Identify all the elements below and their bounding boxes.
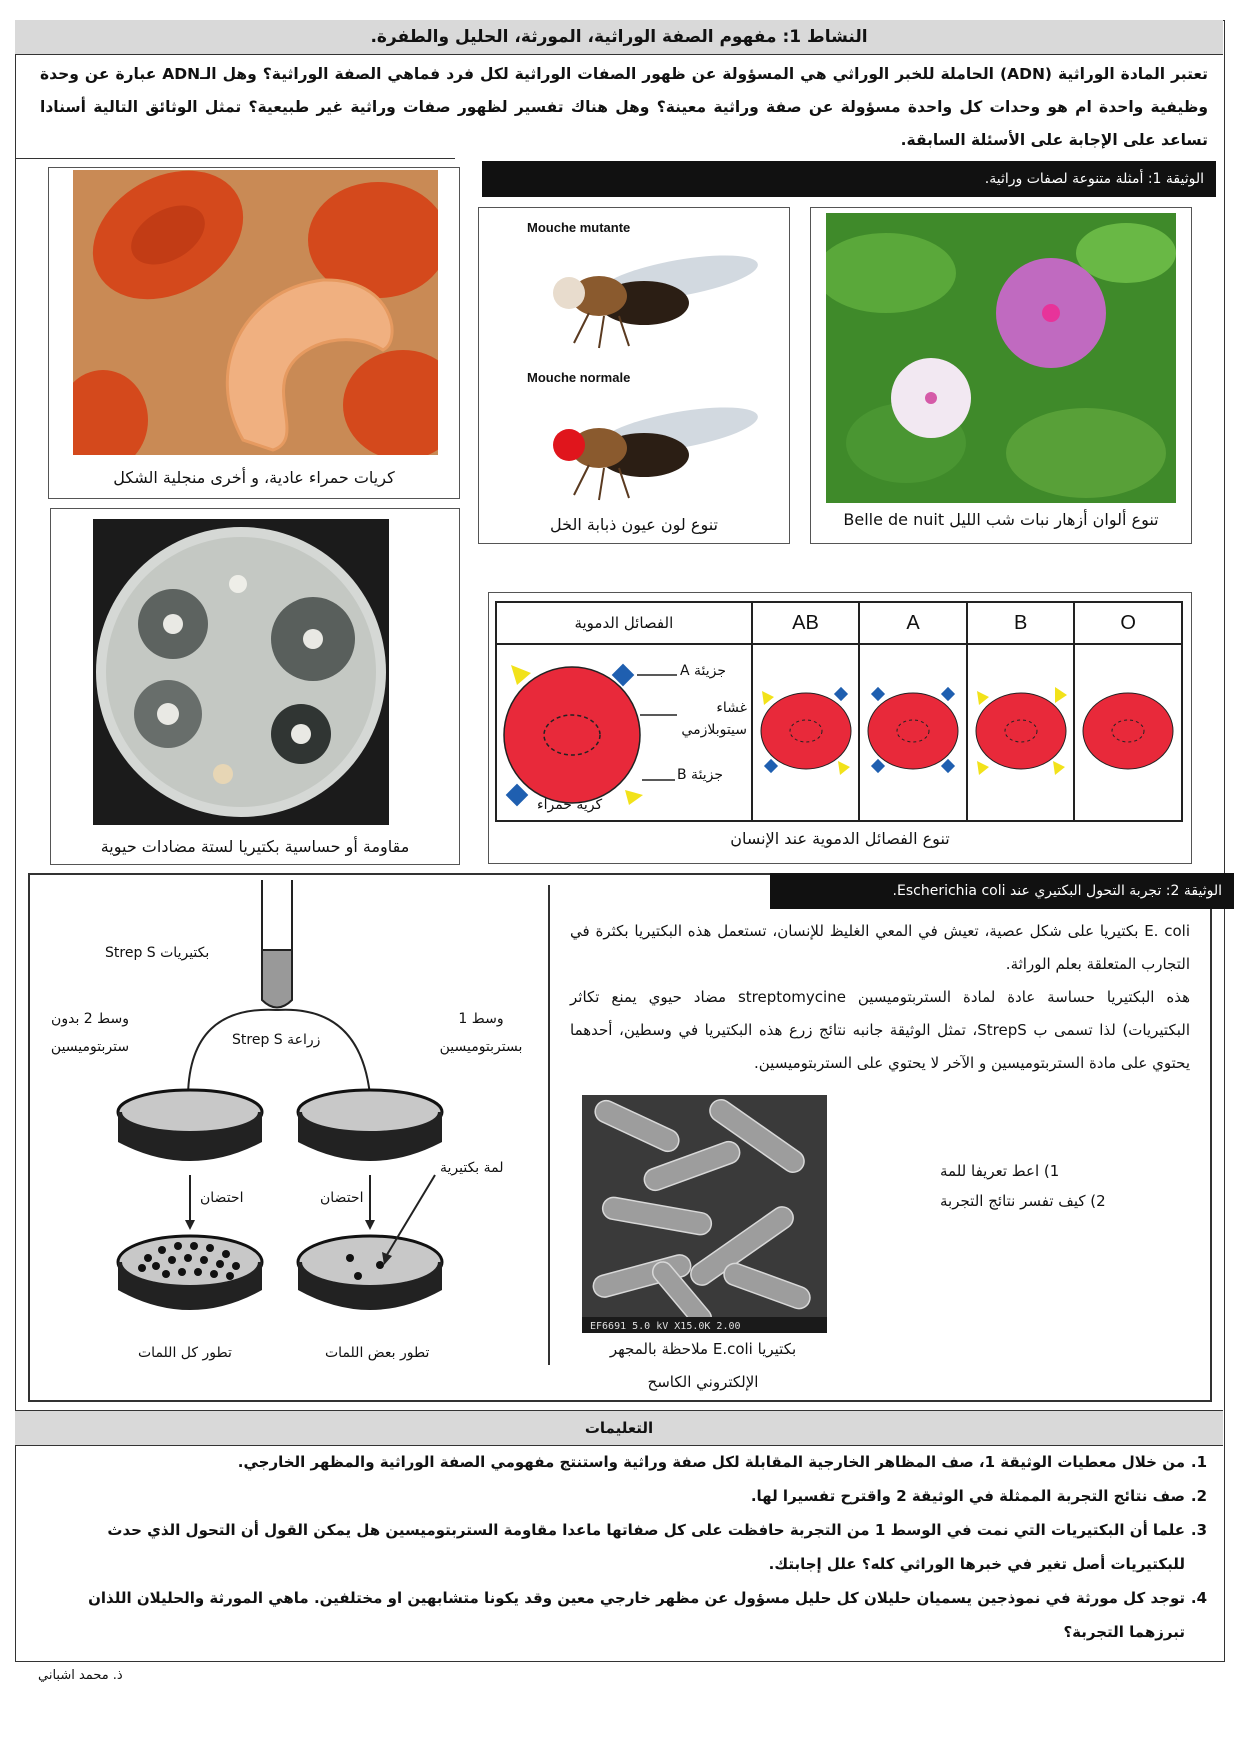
- blood-group-o: O: [1074, 602, 1182, 644]
- tube-label: بكتيريات Strep S: [105, 945, 210, 961]
- blood-cell-a: [859, 644, 967, 821]
- blood-groups-figure: [488, 592, 1192, 864]
- rbc-b-icon: [971, 681, 1071, 781]
- blood-detail-cell: [496, 644, 752, 821]
- label-molecule-a: جزيئة A: [680, 663, 727, 679]
- fly-figure: [478, 207, 790, 544]
- blood-header-label: الفصائل الدموية: [496, 602, 752, 644]
- colony-label: لمة بكتيرية: [440, 1160, 504, 1176]
- blood-groups-table: [495, 601, 1183, 822]
- intro-paragraph: تعتبر المادة الوراثية (ADN) الحاملة للخبر الوراثي هي المسؤولة عن ظهور الصفات الوراثية لكل فرد فماهي الصفة الوراثية؟ وهل الـADN عبارة عن وحدة وظيفية واحدة ام هو وحدات كل واحدة مسؤولة عن صفة وراثية معينة؟ وهل هناك تفسير لظهور صفات وراثية غير طبيعية؟ تمثل الوثائق التالية أسنادا تساعد على الإجابة على الأسئلة السابقة.: [40, 65, 1208, 149]
- petri-caption: مقاومة أو حساسية بكتيريا لستة مضادات حيوية: [100, 837, 410, 856]
- ecoli-sem-image: [582, 1095, 827, 1333]
- sem-caption: بكتيريا E.coli ملاحظة بالمجهر الإلكتروني الكاسح: [609, 1340, 797, 1391]
- rbc-a-icon: [863, 681, 963, 781]
- instruction-item: [30, 1479, 1207, 1513]
- sem-label: EF6691 5.0 kV X15.0K 2.00: [590, 1321, 741, 1332]
- blood-group-ab: AB: [752, 602, 860, 644]
- instruction-text: توجد كل مورثة في نموذجين يسميان حليلان كل حليل مسؤول عن مظهر خارجي معين وقد يكونا متشابهين او مختلفين. ماهي المورثة والحليلان اللذان تبرزهما التجربة؟: [88, 1589, 1185, 1641]
- normal-fly-label: Mouche normale: [527, 370, 631, 385]
- doc2-text: [570, 915, 1190, 1080]
- blood-cell-ab: [752, 644, 860, 821]
- label-molecule-b: جزيئة B: [677, 767, 724, 783]
- instruction-number: 3.: [1190, 1521, 1207, 1539]
- label-membrane: غشاء سيتوبلازمي: [681, 700, 747, 738]
- instruction-text: من خلال معطيات الوثيقة 1، صف المظاهر الخارجية المقابلة لكل صفة وراثية واستنتج مفهومي الصفة الوراثية والمظهر الخارجي.: [237, 1453, 1185, 1471]
- blood-cell-o: [1074, 644, 1182, 821]
- flower-caption: تنوع ألوان أزهار نبات شب الليل Belle de nuit: [843, 510, 1159, 529]
- sickle-cells-figure: [48, 167, 460, 499]
- mutant-fly-icon: [529, 238, 759, 353]
- instructions-heading: التعليمات: [15, 1410, 1223, 1446]
- doc2-question-2: 2) كيف تفسر نتائج التجربة: [940, 1192, 1106, 1210]
- instruction-item: [30, 1581, 1207, 1649]
- incubation-label-1: احتضان: [320, 1190, 364, 1206]
- doc2-title: الوثيقة 2: تجربة التحول البكتيري عند Escherichia coli.: [770, 873, 1234, 909]
- flower-figure: [810, 207, 1192, 544]
- fly-caption: تنوع لون عيون ذبابة الخل: [550, 515, 718, 534]
- page-title: النشاط 1: مفهوم الصفة الوراثية، المورثة، الحليل والطفرة.: [15, 20, 1223, 55]
- doc2-paragraph-1: E. coli بكتيريا على شكل عصية، تعيش في المعي الغليظ للإنسان، تستعمل هذه البكتيريا بكثرة في التجارب المتعلقة بعلم الوراثة.: [570, 922, 1190, 973]
- petri-figure: [50, 508, 460, 865]
- sickle-caption: كريات حمراء عادية، و أخرى منجلية الشكل: [113, 468, 395, 487]
- divider: [15, 158, 455, 159]
- doc2-question-1: 1) اعط تعريفا للمة: [940, 1162, 1060, 1180]
- mutant-fly-label: Mouche mutante: [527, 220, 631, 235]
- instruction-text: علما أن البكتيريات التي نمت في الوسط 1 من التجربة حافظت على كل صفاتها ماعدا مقاومة الستربتوميسين هل يمكن القول أن التحول الذي حدث للبكتيريات أصل تغير في خبرها الوراثي كله؟ علل إجابتك.: [107, 1521, 1185, 1573]
- doc2-divider: [548, 885, 550, 1365]
- rbc-ab-icon: [756, 681, 856, 781]
- instruction-number: 1.: [1190, 1453, 1207, 1471]
- result1-label: تطور بعض اللمات: [325, 1345, 430, 1361]
- doc1-title: الوثيقة 1: أمثلة متنوعة لصفات وراثية.: [482, 161, 1216, 197]
- instruction-number: 4.: [1190, 1589, 1207, 1607]
- rbc-o-icon: [1078, 681, 1178, 781]
- instruction-text: صف نتائج التجربة الممثلة في الوثيقة 2 واقترح تفسيرا لها.: [750, 1487, 1185, 1505]
- label-rbc: كرية حمراء: [537, 797, 603, 813]
- blood-cell-b: [967, 644, 1075, 821]
- incubation-label-2: احتضان: [200, 1190, 244, 1206]
- instruction-item: [30, 1513, 1207, 1581]
- blood-group-b: B: [967, 602, 1075, 644]
- sickle-cells-image: [73, 170, 438, 455]
- petri-dish-image: [93, 519, 389, 825]
- footer-author: ذ. محمد اشباني: [38, 1668, 123, 1683]
- medium2-label: وسط 2 بدون ستربتوميسين: [50, 1011, 130, 1055]
- blood-caption: تنوع الفصائل الدموية عند الإنسان: [730, 829, 950, 848]
- flower-image: [826, 213, 1176, 503]
- medium1-label: وسط 1 بستربتوميسين: [439, 1011, 523, 1055]
- instruction-number: 2.: [1190, 1487, 1207, 1505]
- culture-label: زراعة Strep S: [232, 1032, 321, 1048]
- result2-label: تطور كل اللمات: [138, 1345, 232, 1361]
- doc2-paragraph-2: هذه البكتيريا حساسة عادة لمادة الستربتوميسين streptomycine مضاد حيوي يمنع تكاثر البكتيريات) لذا تسمى ب StrepS، تمثل الوثيقة جانبه نتائج زرع هذه البكتيريا في وسطين، أحدهما يحتوي على مادة الستربتوميسين و الآخر لا يحتوي على الستربتوميسين.: [570, 988, 1191, 1072]
- blood-group-a: A: [859, 602, 967, 644]
- normal-fly-icon: [529, 390, 759, 505]
- instruction-item: [30, 1445, 1207, 1479]
